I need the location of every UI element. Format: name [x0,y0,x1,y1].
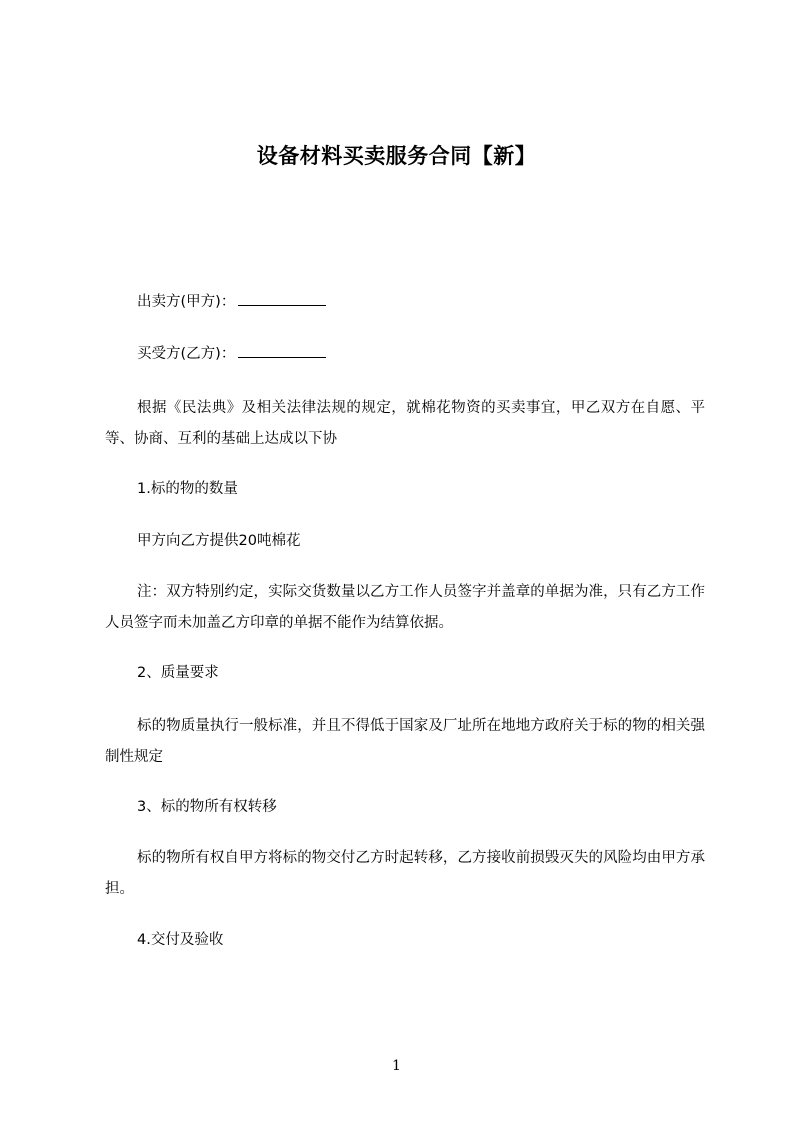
buyer-blank [238,341,326,358]
section1-body: 甲方向乙方提供20吨棉花 [137,533,301,549]
page-number: 1 [392,1058,401,1074]
section2-heading: 2、质量要求 [137,665,219,681]
section2-body: 标的物质量执行一般标准，并且不得低于国家及厂址所在地地方政府关于标的物的相关强制性规定 [105,718,705,765]
seller-line [137,287,326,317]
buyer-label: 买受方(乙方)： [137,346,236,362]
seller-blank [238,289,326,306]
section1-heading: 1.标的物的数量 [137,481,238,497]
intro-paragraph: 根据《民法典》及相关法律法规的规定，就棉花物资的买卖事宜，甲乙双方在自愿、平等、协商、互利的基础上达成以下协 [105,400,705,447]
document-title: 设备材料买卖服务合同【新】 [256,144,537,168]
section1-note: 注：双方特别约定，实际交货数量以乙方工作人员签字并盖章的单据为准，只有乙方工作人员签字而未加盖乙方印章的单据不能作为结算依据。 [105,584,705,631]
section4-heading: 4.交付及验收 [137,932,224,948]
buyer-line [137,339,326,369]
section3-heading: 3、标的物所有权转移 [137,799,277,815]
seller-label: 出卖方(甲方)： [137,294,236,310]
section3-body: 标的物所有权自甲方将标的物交付乙方时起转移，乙方接收前损毁灭失的风险均由甲方承担。 [105,850,705,897]
